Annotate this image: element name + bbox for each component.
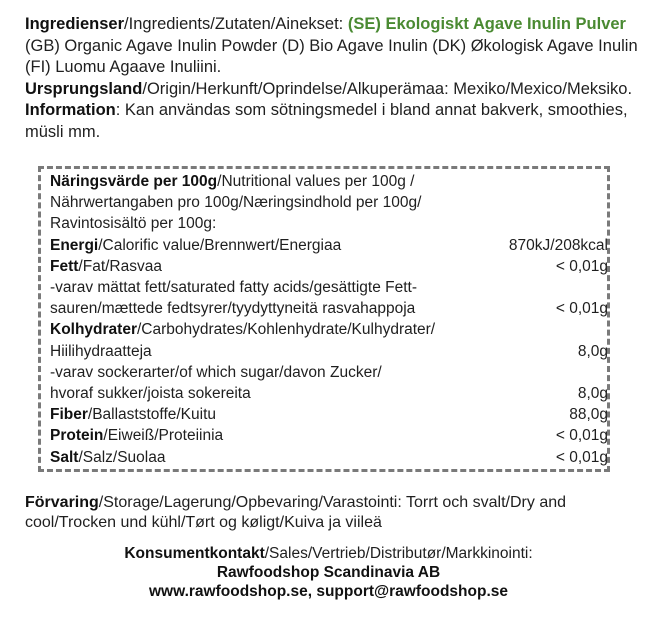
ingredients-paragraph — [25, 14, 640, 79]
storage-text: /Storage/Lagerung/Opbevaring/Varastointi: Torrt och svalt/Dry and cool/Trocken und kühl/Tørt og køligt/Kuiva ja viileä — [25, 494, 567, 531]
origin-paragraph — [25, 79, 640, 144]
contact-web — [0, 582, 657, 601]
fat-label: Fett — [50, 257, 79, 275]
ingredients-block — [25, 14, 640, 143]
nutrition-row-energy — [50, 235, 610, 256]
product-name-translations: (GB) Organic Agave Inulin Powder (D) Bio Agave Inulin (DK) Økologisk Agave Inulin (FI) Luomu Agaave Inuliini. — [25, 36, 638, 76]
protein-label: Protein — [50, 427, 104, 445]
company-name-text: Rawfoodshop Scandinavia AB — [216, 564, 441, 581]
energy-label: Energi — [50, 236, 99, 254]
origin-text: /Origin/Herkunft/Oprindelse/Alkuperämaa: Mexiko/Mexico/Meksiko. — [142, 79, 633, 98]
energy-translations: /Calorific value/Brennwert/Energiaa — [98, 236, 342, 254]
ingredients-label: Ingredienser — [25, 15, 125, 33]
contact-label: Konsumentkontakt — [124, 545, 265, 562]
nutrition-row-fat — [50, 256, 610, 277]
nutrition-header-line-3: Ravintosisältö per 100g: — [50, 215, 217, 233]
salt-translations: /Salz/Suolaa — [78, 448, 166, 466]
contact-line-1 — [0, 544, 657, 563]
nutrition-row-fiber — [50, 404, 610, 425]
product-name: (SE) Ekologiskt Agave Inulin Pulver — [347, 15, 626, 33]
contact-block — [0, 544, 657, 601]
nutrition-row-protein — [50, 425, 610, 446]
nutrition-header-text-1: /Nutritional values per 100g / — [217, 173, 415, 190]
fiber-value: 88,0g — [569, 406, 608, 424]
contact-translations: /Sales/Vertrieb/Distributør/Markkinointi: — [264, 545, 533, 562]
sugar-line-1: -varav sockerarter/of which sugar/davon Zucker/ — [50, 363, 382, 381]
saturated-line-2: sauren/mættede fedtsyrer/tyydyttyneitä rasvahappoja — [50, 300, 416, 318]
nutrition-row-salt — [50, 447, 610, 468]
nutrition-header-line-2: Nährwertangaben pro 100g/Næringsindhold per 100g/ — [50, 194, 422, 212]
carbs-translations: /Carbohydrates/Kohlenhydrate/Kulhydrater/ — [137, 321, 436, 339]
carbs-line-2: Hiilihydraatteja — [50, 342, 152, 360]
carbs-value: 8,0g — [577, 342, 608, 360]
ingredients-languages: /Ingredients/Zutaten/Ainekset: — [124, 15, 348, 33]
sugar-value: 8,0g — [577, 385, 608, 403]
company-name — [0, 563, 657, 582]
storage-label: Förvaring — [25, 494, 99, 511]
protein-value: < 0,01g — [555, 427, 608, 445]
storage-paragraph — [25, 493, 640, 533]
nutrition-table — [50, 171, 610, 468]
salt-label: Salt — [50, 448, 79, 466]
fat-translations: /Fat/Rasvaa — [78, 257, 162, 275]
information-label: Information — [25, 101, 116, 119]
energy-value: 870kJ/208kcal — [508, 236, 608, 254]
saturated-value: < 0,01g — [555, 300, 608, 318]
nutrition-header — [50, 171, 610, 192]
nutrition-row-sugar — [50, 383, 610, 404]
origin-label: Ursprungsland — [25, 79, 143, 98]
contact-web-text: www.rawfoodshop.se, support@rawfoodshop.se — [148, 583, 508, 600]
saturated-line-1: -varav mättat fett/saturated fatty acids/gesättigte Fett- — [50, 279, 417, 297]
nutrition-row-saturated — [50, 298, 610, 319]
salt-value: < 0,01g — [555, 448, 608, 466]
fiber-translations: /Ballaststoffe/Kuitu — [87, 406, 217, 424]
carbs-line-1 — [50, 319, 610, 340]
fat-value: < 0,01g — [555, 257, 608, 275]
information-text: : Kan användas som sötningsmedel i bland annat bakverk, smoothies, müsli mm. — [25, 101, 628, 141]
protein-translations: /Eiweiß/Proteiinia — [103, 427, 224, 445]
sugar-line-2: hvoraf sukker/joista sokereita — [50, 385, 251, 403]
nutrition-row-carbs — [50, 341, 610, 362]
fiber-label: Fiber — [50, 406, 88, 424]
carbs-label: Kolhydrater — [50, 321, 137, 339]
nutrition-header-label: Näringsvärde per 100g — [50, 173, 218, 190]
